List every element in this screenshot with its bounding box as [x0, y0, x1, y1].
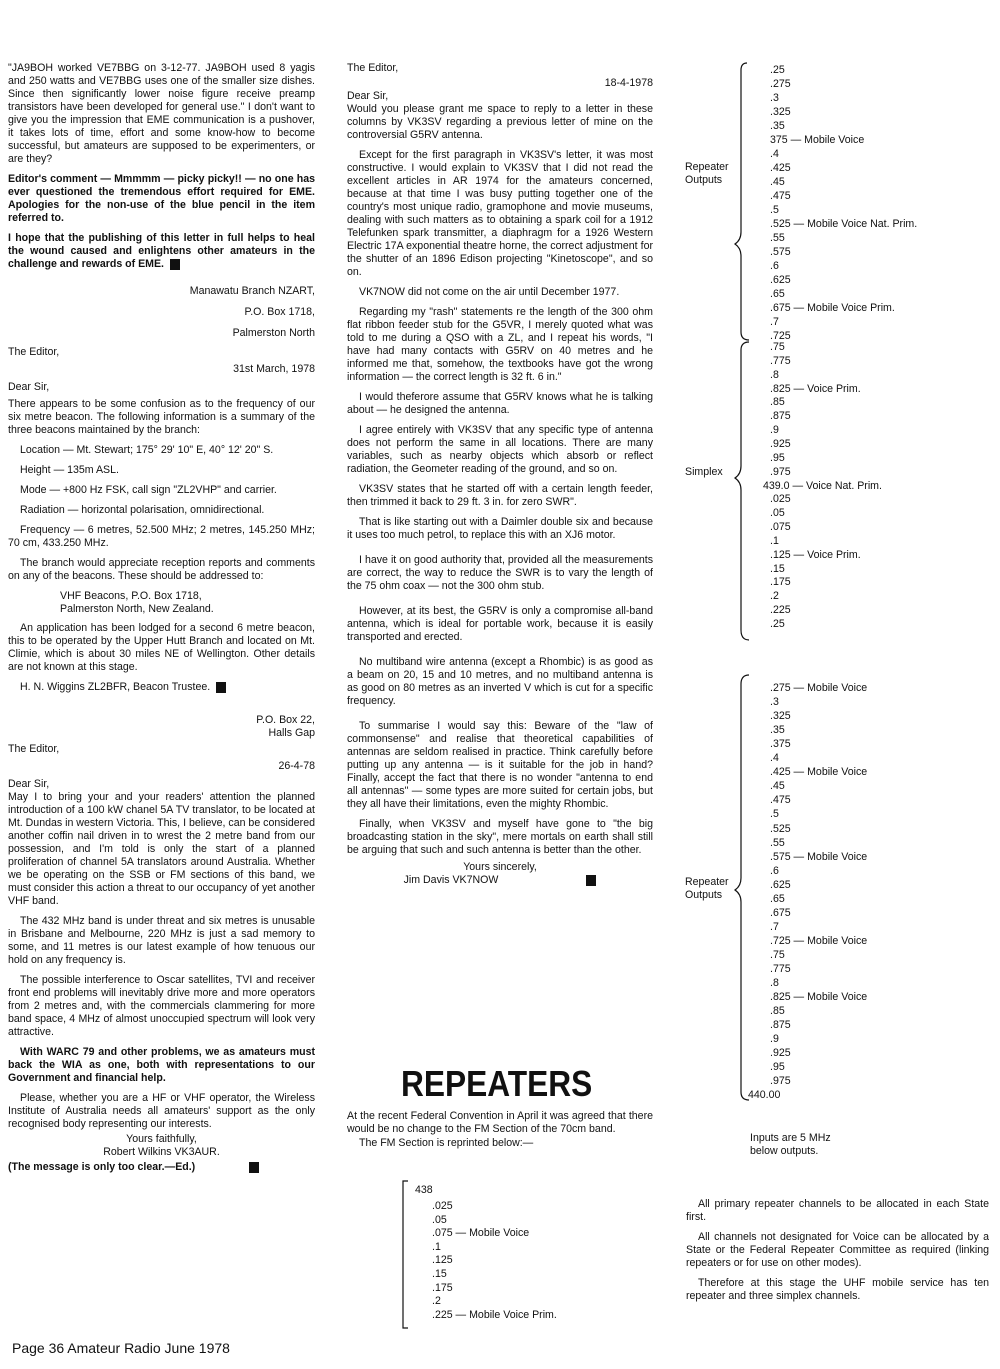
bracket-lower [735, 674, 755, 1134]
label-simplex: Simplex [685, 466, 723, 478]
frequency-entry: .85 [770, 1005, 785, 1018]
paragraph: The possible interference to Oscar satellites, TVI and receiver front end problems will inevitably drive more and more operators from 2 metres and, with the commercials clammering for more band space, 4 MHz of almost unoccupied spectrum will look very attractive. [8, 974, 315, 1038]
paragraph: There appears to be some confusion as to the frequency of our six metre beacon. The following information is a summary of the three beacons maintained by the branch: [8, 398, 315, 436]
label-repeater-outputs [685, 161, 729, 187]
frequency-entry: .025 [432, 1200, 453, 1212]
frequency-entry: .775 [770, 354, 791, 367]
frequency-entry: .45 [770, 176, 785, 188]
page-footer: Page 36 Amateur Radio June 1978 [12, 1340, 230, 1356]
paragraph: To summarise I would say this: Beware of the "law of commonsense" and realise that theoretical capabilities of antennas are seldom realised in practice. Think carefully before putting up any antenna — is it suitable for the job in hand? Finally, accept the fact that there is no wonder "antenna to end all antennas" — some types are more suited for certain jobs, but they all have their limitations, even the mighty Rhombic. [347, 720, 653, 810]
frequency-entry: .1 [432, 1240, 441, 1253]
frequency-entry: .625 [770, 878, 791, 891]
label-line: Outputs [685, 889, 723, 901]
frequency-entry: .875 [770, 1019, 791, 1032]
frequency-entry: .25 [770, 64, 785, 76]
closing: Yours sincerely, [463, 861, 537, 873]
frequency-entry: .25 [770, 618, 785, 630]
end-mark-icon [216, 682, 226, 693]
frequency-entry: .5 [770, 808, 779, 821]
letter-date: 31st March, 1978 [233, 363, 315, 375]
frequency-entry: .95 [770, 1061, 785, 1074]
frequency-entry: .15 [432, 1268, 447, 1280]
frequency-entry: .3 [770, 92, 779, 104]
frequency-entry: .4 [770, 752, 779, 765]
paragraph: All primary repeater channels to be allocated in each State first. [686, 1198, 989, 1223]
frequency-entry: .5 [770, 204, 779, 216]
end-mark-icon [249, 1162, 259, 1173]
frequency-entry: .95 [770, 451, 785, 464]
address-line: P.O. Box 1718, [244, 306, 315, 318]
paragraph: At the recent Federal Convention in April it was agreed that there would be no change to the FM Section of the 70cm band. [347, 1110, 653, 1135]
letter-date: 18-4-1978 [604, 77, 653, 89]
frequency-entry: .475 [770, 794, 791, 807]
frequency-entry: .025 [770, 493, 791, 506]
frequency-entry: .55 [770, 836, 785, 849]
paragraph: Therefore at this stage the UHF mobile service has ten repeater and three simplex channels. [686, 1277, 989, 1302]
frequency-entry: .075 [770, 521, 791, 534]
salutation: Dear Sir, [8, 381, 50, 393]
paragraph: I would theferore assume that G5RV knows what he is talking about — he designed the antenna. [347, 391, 653, 416]
paragraph: The branch would appreciate reception reports and comments on any of the beacons. These should be addressed to: [8, 557, 315, 582]
address-line: VHF Beacons, P.O. Box 1718, [60, 590, 202, 602]
address-line: Palmerston North [232, 327, 315, 339]
frequency-entry: .825 — Voice Prim. [770, 382, 861, 395]
paragraph: Finally, when VK3SV and myself have gone to "the big broadcasting station in the sky", mere mortals on earth shall still be arguing that such and such antenna is better than the other. [347, 818, 653, 856]
paragraph: Would you please grant me space to reply to a letter in these columns by VK3SV regarding a previous letter of mine on the controversial G5RV antenna. [347, 103, 653, 141]
paragraph: I hope that the publishing of this letter in full helps to heal the wound caused and enlightens other amateurs in the challenge and rewards of EME. [8, 232, 315, 270]
paragraph: No multiband wire antenna (except a Rhombic) is as good as a beam on 20, 15 and 10 metres, and no multiband antenna is as good on 80 metres as an inverted V which is cut for a specific frequency. [347, 656, 653, 707]
bracket-438 [400, 1180, 410, 1330]
frequency-entry: .625 [770, 274, 791, 286]
frequency-entry: .175 [770, 576, 791, 589]
frequency-entry: .825 — Mobile Voice [770, 991, 868, 1004]
frequency-entry: .125 [432, 1254, 453, 1267]
paragraph: I have it on good authority that, provided all the measurements are correct, the way to reduce the SWR is to vary the length of the 75 ohm coax — not the 300 ohm stub. [347, 554, 653, 592]
address-line: Palmerston North, New Zealand. [60, 603, 214, 615]
salutation-editor: The Editor, [347, 62, 399, 74]
frequency-entry: .525 [770, 822, 791, 835]
paragraph: VK7NOW did not come on the air until December 1977. [359, 286, 620, 298]
repeaters-heading: REPEATERS [401, 1063, 593, 1104]
frequency-entry: .275 [770, 78, 791, 90]
brackets-upper [735, 62, 755, 742]
frequency-entry: .1 [770, 534, 779, 547]
frequency-entry: .75 [770, 948, 785, 961]
frequency-heading: 438 [415, 1184, 433, 1196]
editor-comment: Editor's comment — Mmmmm — picky picky!! — no one has ever questioned the tremendous effort required for EME. Apologies for the non-use of the blue pencil in the item referred to. [8, 173, 315, 224]
address-line: Halls Gap [268, 727, 315, 739]
frequency-entry: .925 [770, 1047, 791, 1060]
frequency-entry: .575 [770, 246, 791, 258]
frequency-entry: .9 [770, 424, 779, 437]
frequency-entry: .05 [770, 507, 785, 520]
frequency-entry: .275 — Mobile Voice [770, 682, 868, 694]
end-mark-icon [170, 259, 180, 270]
signature: Robert Wilkins VK3AUR. [103, 1146, 220, 1158]
closing: Yours faithfully, [126, 1133, 197, 1145]
frequency-entry: .475 [770, 190, 791, 202]
salutation: Dear Sir, [347, 90, 389, 102]
frequency-entry: .2 [770, 590, 779, 603]
frequency-entry: .675 — Mobile Voice Prim. [770, 302, 895, 314]
paragraph: Except for the first paragraph in VK3SV's letter, it was most constructive. I would explain to VK3SV that I did not read the excellent articles in AR 1974 for the amateurs concerned, because at that time I was busy putting together one of the country's most unique radio, gramophone and movie museums, dealing with such matters as to obtaining a spark coil for a 1912 Telefunken spark transmitter, a diaphragm for a 1926 Western Electric 17A exponential theatre horne, the correct adjustment for the shutter of an 1896 Edison projecting "Kinetoscope", and so on. [347, 149, 653, 278]
frequency-entry: .8 [770, 368, 779, 381]
frequency-entry: .85 [770, 396, 785, 409]
frequency-entry: .65 [770, 288, 785, 300]
salutation: Dear Sir, [8, 778, 50, 790]
address-line: P.O. Box 22, [256, 714, 315, 726]
frequency-entry: .775 [770, 963, 791, 975]
salutation-editor: The Editor, [8, 346, 60, 358]
paragraph: Location — Mt. Stewart; 175° 29' 10" E, 40° 12' 20" S. [20, 444, 274, 456]
paragraph: Frequency — 6 metres, 52.500 MHz; 2 metres, 145.250 MHz; 70 cm, 433.250 MHz. [8, 524, 315, 549]
paragraph: The FM Section is reprinted below:— [359, 1137, 534, 1149]
frequency-entry: .975 [770, 465, 791, 478]
beacon-address [8, 590, 315, 616]
frequency-entry: .7 [770, 316, 779, 328]
paragraph: May I to bring your and your readers' attention the planned introduction of a 100 kW chanel 5A TV translator, to be located at Mt. Dundas in western Victoria. This, I believe, can be considered another coffin nail driven in to wrest the 2 metre band from our possession, and I'm told is only the start of a planned proliferation of channel 5A translators around Australia. Whether we be operating on the SSB or FM sections of this band, we must consider this action a threat to our occupancy of yet another VHF band. [8, 791, 315, 907]
frequency-entry: .3 [770, 696, 779, 709]
paragraph: Please, whether you are a HF or VHF operator, the Wireless Institute of Australia needs all amateurs' support as the only recognised body representing our interests. [8, 1092, 315, 1130]
paragraph: Mode — +800 Hz FSK, call sign "ZL2VHP" and carrier. [20, 484, 277, 496]
paragraph: An application has been lodged for a second 6 metre beacon, this to be operated by the Upper Hutt Branch and located on Mt. Climie, which is about 30 miles NE of Wellington. Other details are not known at this stage. [8, 622, 315, 673]
label-line: Repeater [685, 876, 729, 888]
frequency-entry: .6 [770, 864, 779, 877]
frequency-entry: .2 [432, 1295, 441, 1308]
frequency-entry: .325 [770, 106, 791, 118]
allocation-notes [686, 1198, 989, 1310]
repeaters-intro [347, 1110, 653, 1150]
paragraph: I agree entirely with VK3SV that any specific type of antenna does not perform the same in all locations. There are many variables, such as nearby objects which absorb or reflect radiation, the Geometer reading of the ground, and so on. [347, 424, 653, 475]
frequency-entry: 440.00 [748, 1089, 781, 1102]
paragraph: Radiation — horizontal polarisation, omnidirectional. [20, 504, 265, 516]
paragraph: However, at its best, the G5RV is only a compromise all-band antenna, which is ideal for portable work, because it is easily transported and erected. [347, 605, 653, 643]
frequency-entry: .725 — Mobile Voice [770, 934, 868, 947]
paragraph: The 432 MHz band is under threat and six metres is unusable in Brisbane and Melbourne, 220 MHz is just a sad memory to some, and 11 metres is our latest example of how tenuous our hold on any frequency is. [8, 915, 315, 966]
editor-note: (The message is only too clear.—Ed.) [8, 1161, 315, 1174]
label-repeater-outputs [685, 876, 729, 902]
address-line: Manawatu Branch NZART, [189, 285, 315, 297]
frequency-entry: .875 [770, 410, 791, 423]
inputs-note [750, 1132, 831, 1158]
signature: H. N. Wiggins ZL2BFR, Beacon Trustee. [8, 681, 315, 694]
frequency-entry: .125 — Voice Prim. [770, 548, 861, 561]
paragraph: Regarding my "rash" statements re the length of the 300 ohm flat ribbon feeder stub for the G5VR, I merely quoted what was told to me during a QSO with a ZL, and I repeat his words, "I have had many contacts with G5RV on 40 metres and he informed me that, somehow, the textbooks have got the wrong information — the correct length is 32 ft. 6 in." [347, 306, 653, 383]
frequency-entry: .75 [770, 341, 785, 353]
frequency-entry: .525 — Mobile Voice Nat. Prim. [770, 218, 918, 230]
column-1 [8, 62, 315, 1174]
paragraph: With WARC 79 and other problems, we as amateurs must back the WIA as one, both with representations to our Government and financial help. [8, 1046, 315, 1084]
letter-date: 26-4-78 [278, 760, 315, 772]
frequency-entry: .175 [432, 1281, 453, 1294]
frequency-entry: .375 [770, 738, 791, 751]
frequency-entry: .15 [770, 562, 785, 575]
frequency-entry: .575 — Mobile Voice [770, 850, 868, 863]
signature: Jim Davis VK7NOW [347, 874, 653, 887]
label-line: Repeater [685, 161, 729, 173]
frequency-entry: .925 [770, 437, 791, 450]
frequency-entry: .35 [770, 724, 785, 737]
frequency-entry: .975 [770, 1075, 791, 1088]
frequency-entry: .4 [770, 148, 779, 160]
frequency-entry: .225 [770, 604, 791, 617]
frequency-entry: .35 [770, 120, 785, 132]
frequency-entry: 375 — Mobile Voice [770, 134, 865, 146]
frequency-entry: .05 [432, 1213, 447, 1226]
paragraph: Height — 135m ASL. [20, 464, 119, 476]
frequency-entry: .7 [770, 920, 779, 933]
frequency-entry: .55 [770, 232, 785, 244]
frequency-entry: .075 — Mobile Voice [432, 1227, 530, 1240]
paragraph: VK3SV states that he started off with a certain length feeder, then trimmed it back to 29 ft. 3 in. for zero SWR". [347, 483, 653, 508]
label-line: Outputs [685, 174, 723, 186]
frequency-entry: .6 [770, 260, 779, 272]
frequency-entry: .45 [770, 780, 785, 793]
frequency-entry: .675 [770, 906, 791, 919]
frequency-entry: .425 — Mobile Voice [770, 766, 868, 779]
frequency-entry: .65 [770, 892, 785, 905]
frequency-entry: .725 [770, 330, 791, 342]
end-mark-icon [586, 875, 596, 886]
frequency-entry: .325 [770, 710, 791, 723]
frequency-entry: 439.0 — Voice Nat. Prim. [763, 479, 882, 492]
frequency-entry: .9 [770, 1033, 779, 1046]
frequency-entry: .8 [770, 977, 779, 990]
frequency-entry: .425 [770, 162, 791, 174]
column-2 [347, 62, 653, 887]
note-line: Inputs are 5 MHz [750, 1132, 831, 1144]
paragraph: All channels not designated for Voice can be allocated by a State or the Federal Repeater Committee as required (linking repeaters or for use on other modes). [686, 1231, 989, 1269]
paragraph: "JA9BOH worked VE7BBG on 3-12-77. JA9BOH used 8 yagis and 250 watts and VE7BBG uses one of the smaller size dishes. Since then significantly lower noise figure receive preamp transistors have been developed for general use." I don't want to give you the impression that EME communication is a pushover, it takes lots of time, effort and some know-how to become successful, but amateurs are supposed to be experimenters, or are they? [8, 62, 315, 165]
sender-address [8, 285, 315, 340]
salutation-editor: The Editor, [8, 743, 60, 755]
paragraph: That is like starting out with a Daimler double six and because it uses too much petrol, to replace this with an XJ6 motor. [347, 516, 653, 541]
sender-address [8, 714, 315, 740]
note-line: below outputs. [750, 1145, 819, 1157]
frequency-entry: .225 — Mobile Voice Prim. [432, 1308, 557, 1321]
